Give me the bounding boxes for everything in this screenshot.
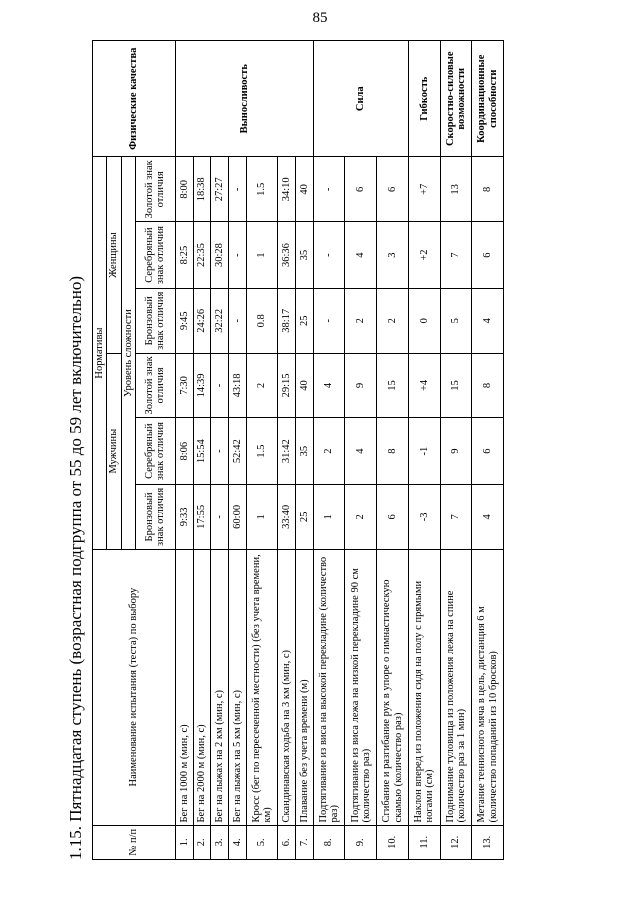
row-test-name: Бег на 1000 м (мин, с) xyxy=(175,549,193,825)
header-men: Мужчины xyxy=(107,353,121,549)
women-silver-value: 7 xyxy=(440,222,472,289)
quality-speed-strength: Скоростно-силовые возможности xyxy=(440,41,472,157)
women-silver-value: 8:25 xyxy=(175,222,193,289)
table-row xyxy=(313,41,345,860)
women-bronze-value: 38:17 xyxy=(278,288,296,353)
header-women-gold: Золотой знак отличия xyxy=(135,157,175,222)
women-silver-value: 22:35 xyxy=(193,222,211,289)
women-gold-value: 13 xyxy=(440,157,472,222)
men-silver-value: 6 xyxy=(472,418,504,485)
row-num: 12. xyxy=(440,825,472,859)
men-bronze-value: 17:55 xyxy=(193,485,211,550)
men-gold-value: 2 xyxy=(246,353,278,418)
header-test-name: Наименование испытания (теста) по выбору xyxy=(93,549,176,825)
men-gold-value: 7:30 xyxy=(175,353,193,418)
row-num: 11. xyxy=(408,825,440,859)
header-num: № п/п xyxy=(93,825,176,859)
table-row xyxy=(229,41,247,860)
normatives-table xyxy=(92,40,504,860)
women-bronze-value: - xyxy=(229,288,247,353)
men-silver-value: 2 xyxy=(313,418,345,485)
women-gold-value: - xyxy=(229,157,247,222)
women-gold-value: 34:10 xyxy=(278,157,296,222)
quality-endurance: Выносливость xyxy=(175,41,313,157)
women-bronze-value: 4 xyxy=(472,288,504,353)
row-test-name: Кросс (бег по пересеченной местности) (без учета времени, км) xyxy=(246,549,278,825)
row-num: 8. xyxy=(313,825,345,859)
men-silver-value: 9 xyxy=(440,418,472,485)
header-women: Женщины xyxy=(107,157,121,353)
women-bronze-value: 2 xyxy=(345,288,377,353)
row-num: 6. xyxy=(278,825,296,859)
men-bronze-value: 1 xyxy=(246,485,278,550)
quality-strength: Сила xyxy=(313,41,408,157)
header-men-gold: Золотой знак отличия xyxy=(135,353,175,418)
row-test-name: Поднимание туловища из положения лежа на спине (количество раз за 1 мин) xyxy=(440,549,472,825)
women-silver-value: - xyxy=(229,222,247,289)
women-bronze-value: 24:26 xyxy=(193,288,211,353)
row-test-name: Сгибание и разгибание рук в упоре о гимнастическую скамью (количество раз) xyxy=(377,549,409,825)
men-gold-value: - xyxy=(211,353,229,418)
row-num: 1. xyxy=(175,825,193,859)
women-bronze-value: 9:45 xyxy=(175,288,193,353)
row-test-name: Метание теннисного мяча в цель, дистанция 6 м (количество попаданий из 10 бросков) xyxy=(472,549,504,825)
women-gold-value: 18:38 xyxy=(193,157,211,222)
row-num: 10. xyxy=(377,825,409,859)
men-silver-value: 1.5 xyxy=(246,418,278,485)
men-bronze-value: 6 xyxy=(377,485,409,550)
men-silver-value: -1 xyxy=(408,418,440,485)
men-bronze-value: - xyxy=(211,485,229,550)
row-num: 2. xyxy=(193,825,211,859)
header-difficulty: Уровень сложности xyxy=(121,157,135,549)
men-bronze-value: 9:33 xyxy=(175,485,193,550)
men-bronze-value: 4 xyxy=(472,485,504,550)
row-test-name: Подтягивание из виса лежа на низкой перекладине 90 см (количество раз) xyxy=(345,549,377,825)
men-bronze-value: 1 xyxy=(313,485,345,550)
table-row xyxy=(211,41,229,860)
men-gold-value: +4 xyxy=(408,353,440,418)
women-gold-value: 40 xyxy=(296,157,314,222)
row-num: 7. xyxy=(296,825,314,859)
header-women-bronze: Бронзовый знак отличия xyxy=(135,288,175,353)
men-silver-value: 52:42 xyxy=(229,418,247,485)
women-gold-value: 6 xyxy=(377,157,409,222)
men-gold-value: 15 xyxy=(377,353,409,418)
row-test-name: Подтягивание из виса на высокой перекладине (количество раз) xyxy=(313,549,345,825)
quality-flexibility: Гибкость xyxy=(408,41,440,157)
women-silver-value: - xyxy=(313,222,345,289)
women-silver-value: +2 xyxy=(408,222,440,289)
men-silver-value: 8 xyxy=(377,418,409,485)
table-row xyxy=(345,41,377,860)
men-gold-value: 4 xyxy=(313,353,345,418)
men-silver-value: 35 xyxy=(296,418,314,485)
table-row xyxy=(440,41,472,860)
men-silver-value: 31:42 xyxy=(278,418,296,485)
row-test-name: Скандинавская ходьба на 3 км (мин, с) xyxy=(278,549,296,825)
men-bronze-value: 25 xyxy=(296,485,314,550)
row-test-name: Наклон вперед из положения сидя на полу с прямыми ногами (см) xyxy=(408,549,440,825)
table-row xyxy=(377,41,409,860)
men-gold-value: 43:18 xyxy=(229,353,247,418)
row-num: 5. xyxy=(246,825,278,859)
table-row xyxy=(296,41,314,860)
men-silver-value: 15:54 xyxy=(193,418,211,485)
women-silver-value: 30:28 xyxy=(211,222,229,289)
women-bronze-value: - xyxy=(313,288,345,353)
row-num: 3. xyxy=(211,825,229,859)
women-silver-value: 1 xyxy=(246,222,278,289)
women-gold-value: +7 xyxy=(408,157,440,222)
header-men-silver: Серебряный знак отличия xyxy=(135,418,175,485)
row-test-name: Бег на лыжах на 2 км (мин, с) xyxy=(211,549,229,825)
men-bronze-value: 60:00 xyxy=(229,485,247,550)
women-bronze-value: 0.8 xyxy=(246,288,278,353)
table-row xyxy=(408,41,440,860)
header-women-silver: Серебряный знак отличия xyxy=(135,222,175,289)
header-normatives: Нормативы xyxy=(93,157,107,549)
men-bronze-value: 7 xyxy=(440,485,472,550)
men-gold-value: 9 xyxy=(345,353,377,418)
women-gold-value: 8 xyxy=(472,157,504,222)
section-heading: 1.15. Пятнадцатая ступень (возрастная подгруппа от 55 до 59 лет включительно) xyxy=(66,275,85,860)
women-bronze-value: 0 xyxy=(408,288,440,353)
header-men-bronze: Бронзовый знак отличия xyxy=(135,485,175,550)
rotated-content xyxy=(62,40,532,860)
row-num: 9. xyxy=(345,825,377,859)
men-gold-value: 8 xyxy=(472,353,504,418)
men-bronze-value: -3 xyxy=(408,485,440,550)
men-silver-value: - xyxy=(211,418,229,485)
row-num: 13. xyxy=(472,825,504,859)
men-gold-value: 15 xyxy=(440,353,472,418)
women-gold-value: 1.5 xyxy=(246,157,278,222)
men-gold-value: 29:15 xyxy=(278,353,296,418)
women-silver-value: 3 xyxy=(377,222,409,289)
women-gold-value: 27:27 xyxy=(211,157,229,222)
page-number: 85 xyxy=(312,10,328,26)
women-bronze-value: 32:22 xyxy=(211,288,229,353)
table-row xyxy=(278,41,296,860)
women-bronze-value: 25 xyxy=(296,288,314,353)
table-row xyxy=(175,41,193,860)
men-gold-value: 40 xyxy=(296,353,314,418)
quality-coordination: Координационные способности xyxy=(472,41,504,157)
women-bronze-value: 2 xyxy=(377,288,409,353)
men-silver-value: 8:06 xyxy=(175,418,193,485)
men-silver-value: 4 xyxy=(345,418,377,485)
women-bronze-value: 5 xyxy=(440,288,472,353)
women-silver-value: 35 xyxy=(296,222,314,289)
women-gold-value: - xyxy=(313,157,345,222)
women-silver-value: 6 xyxy=(472,222,504,289)
row-num: 4. xyxy=(229,825,247,859)
table-row xyxy=(193,41,211,860)
women-gold-value: 6 xyxy=(345,157,377,222)
table-row xyxy=(472,41,504,860)
row-test-name: Плавание без учета времени (м) xyxy=(296,549,314,825)
women-silver-value: 4 xyxy=(345,222,377,289)
row-test-name: Бег на 2000 м (мин, с) xyxy=(193,549,211,825)
men-gold-value: 14:39 xyxy=(193,353,211,418)
table-row xyxy=(246,41,278,860)
header-qualities: Физические качества xyxy=(93,41,176,157)
men-bronze-value: 2 xyxy=(345,485,377,550)
women-silver-value: 36:36 xyxy=(278,222,296,289)
men-bronze-value: 33:40 xyxy=(278,485,296,550)
row-test-name: Бег на лыжах на 5 км (мин, с) xyxy=(229,549,247,825)
women-gold-value: 8:00 xyxy=(175,157,193,222)
